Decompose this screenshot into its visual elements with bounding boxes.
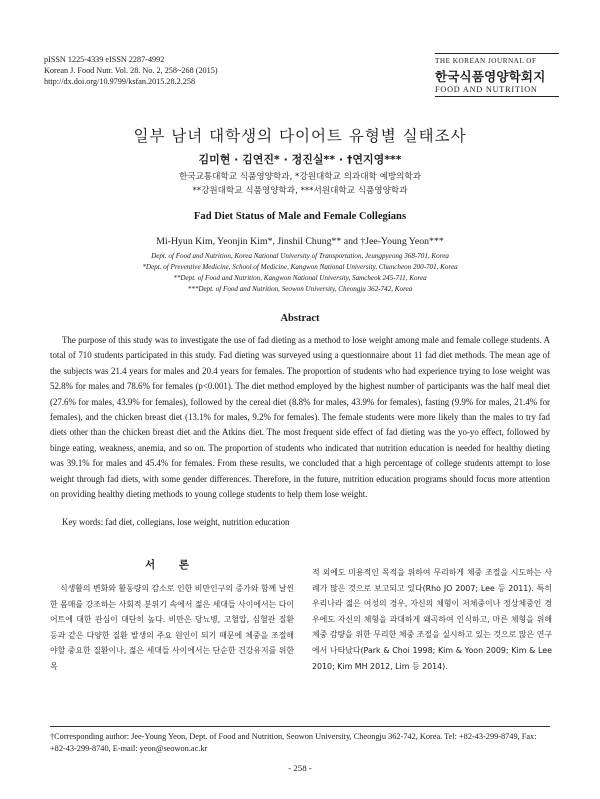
authors-english: Mi-Hyun Kim, Yeonjin Kim*, Jinshil Chung** and †Jee-Young Yeon***: [156, 236, 444, 247]
affiliation-english-3: **Dept. of Food and Nutrition, Kangwon National University, Samcheok 245-711, Korea: [173, 274, 427, 282]
title-korean: 일부 남녀 대학생의 다이어트 유형별 실태조사: [133, 127, 467, 145]
citation-line: Korean J. Food Nutr. Vol. 28. No. 2, 258~268 (2015): [44, 66, 218, 75]
affiliation-english-2: *Dept. of Preventive Medicine, School of Medicine, Kangwon National University, Chuncheon 200-701, Korea: [142, 263, 458, 271]
footnote-divider: [50, 726, 550, 727]
affiliation-korean-2: **강원대학교 식품영양학과, ***서원대학교 식품영양학과: [192, 186, 408, 196]
abstract-heading: Abstract: [280, 313, 320, 324]
intro-right-column: [312, 565, 552, 674]
section-heading-introduction: 서 론: [145, 559, 199, 571]
journal-name-en: THE KOREAN JOURNAL OF: [435, 53, 559, 65]
affiliation-english-4: ***Dept. of Food and Nutrition, Seowon University, Cheongju 362-742, Korea: [187, 285, 413, 293]
abstract-body: [50, 333, 550, 502]
corresponding-author-footnote: †Corresponding author: Jee-Young Yeon, Dept. of Food and Nutrition, Seowon University, Cheongju 362-742, Korea. Tel: +82-43-299-8749, Fax: +82-43-299-8740, E-mail: yeon@seowon.ac.kr: [50, 732, 537, 754]
journal-logo-box: [435, 53, 559, 97]
journal-name-ko: 한국식품영양학회지: [435, 69, 546, 84]
title-english: Fad Diet Status of Male and Female Collegians: [193, 211, 407, 222]
affiliation-korean-1: 한국교통대학교 식품영양학과, *강원대학교 의과대학 예방의학과: [178, 172, 422, 182]
intro-right-paragraph: 적 외에도 미용적인 목적을 위하여 무리하게 체중 조절을 시도하는 사례가 많은 것으로 보고되고 있다(Rho JO 2007; Lee 등 2011). 특히 우리나라 젊은 여성의 경우, 자신의 체형이 저체중이나 정상체중인 경우에도 자신의 체형을 과대하게 왜곡하여 인식하고, 마른 체형을 위해 체중 감량을 위한 무리한 체중 조절을 실시하고 있는 것으로 많은 연구에서 나타났다(Park & Choi 1998; Kim & Yoon 2009; Kim & Lee 2010; Kim MH 2012, Lim 등 2014).: [312, 568, 552, 671]
keywords: Key words: fad diet, collegians, lose weight, nutrition education: [62, 517, 290, 527]
journal-name-en2: FOOD AND NUTRITION: [435, 85, 559, 97]
journal-header-info: [44, 54, 218, 87]
intro-left-paragraph: 식생활의 변화와 활동량의 감소로 인한 비만인구의 증가와 함께 날씬한 몸매를 강조하는 사회적 분위기 속에서 젊은 세대들 사이에서는 다이어트에 대한 관심이 대단히 높다. 비만은 당뇨병, 고혈압, 심혈관 질환 등과 같은 다양한 질환 발생의 주요 원인이 되기 때문에 체중을 조절해야할 중요한 질환이나, 젊은 세대들 사이에서는 단순한 건강유지를 위한 목: [50, 584, 294, 671]
abstract-paragraph: The purpose of this study was to investigate the use of fad dieting as a method to lose weight among male and female college students. A total of 710 students participated in this study. Fad dieting was surveyed using a questionnaire about 11 fad diet methods. The mean age of the subjects was 21.4 years for males and 20.4 years for females. The proportion of students who had experience trying to lose weight was 52.8% for males and 78.6% for females (p<0.001). The diet method employed by the highest number of participants was the half meal diet (27.6% for males, 43.9% for females), followed by the cereal diet (8.8% for males, 43.9% for females), fasting (9.9% for males, 21.4% for females), and the chicken breast diet (13.1% for males, 9.2% for females). The female students were more likely than the males to try fad diets other than the chicken breast diet and the Atkins diet. The most frequent side effect of fad dieting was the yo-yo effect, followed by binge eating, weakness, anemia, and so on. The proportion of students who indicated that nutrition education is needed for healthy dieting was 39.1% for males and 45.4% for females. From these results, we concluded that a high percentage of college students attempt to lose weight through fad diets, with some gender differences. Therefore, in the future, nutrition education programs should focus more attention on providing healthy dieting methods to young college students to help them lose weight.: [50, 335, 550, 500]
authors-korean: 김미현 · 김연진* · 정진실** · †연지영***: [198, 153, 402, 166]
page-number: - 258 -: [288, 763, 312, 773]
doi-line[interactable]: http://dx.doi.org/10.9799/ksfan.2015.28.2.258: [44, 77, 196, 86]
intro-left-column: [50, 581, 294, 675]
affiliation-english-1: Dept. of Food and Nutrition, Korea National University of Transportation, Jeungpyeong 368-701, Korea: [151, 252, 449, 260]
issn-line: pISSN 1225-4339 eISSN 2287-4992: [44, 55, 165, 64]
